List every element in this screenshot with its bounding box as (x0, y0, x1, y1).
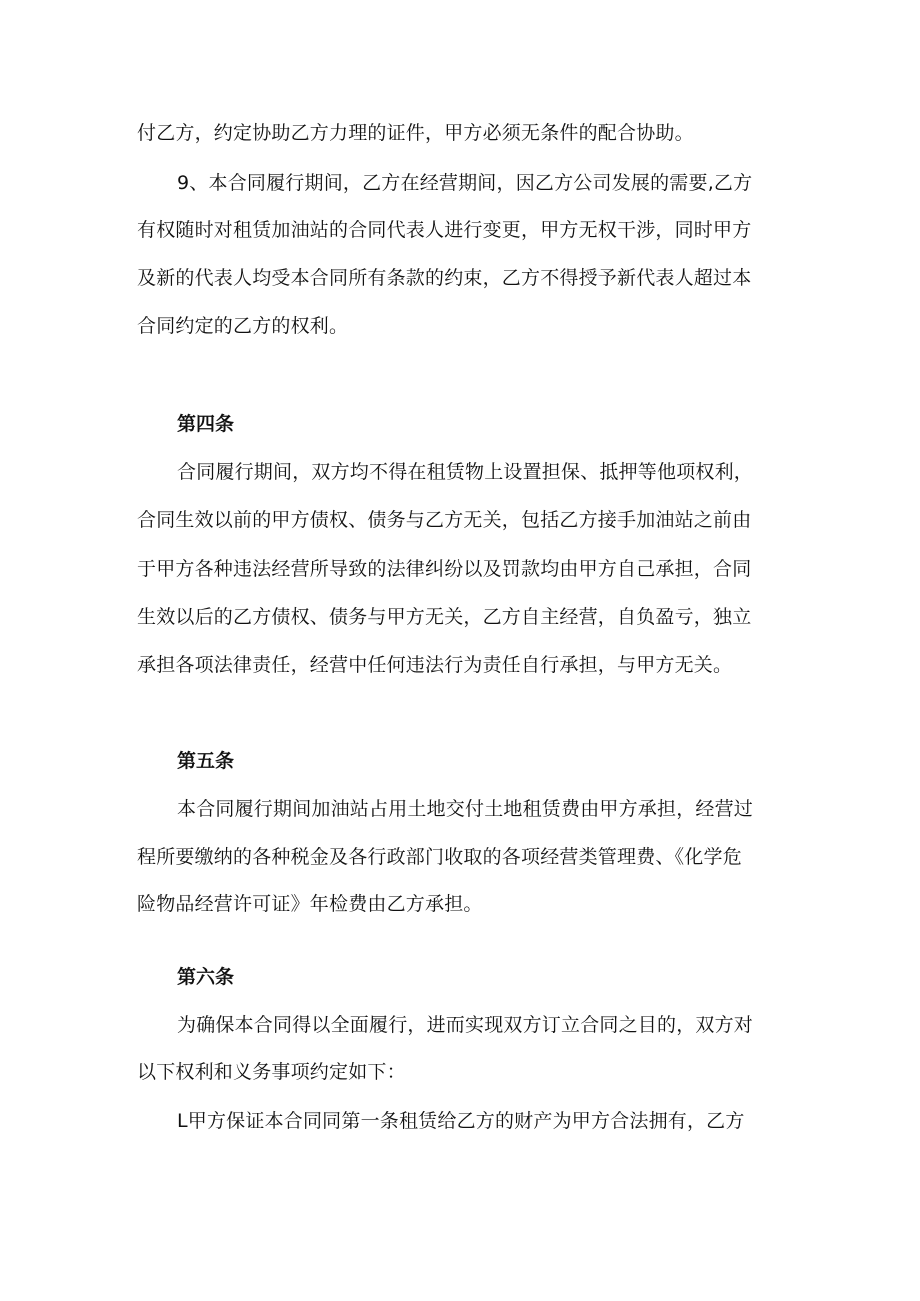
item-9-line: 9、本合同履行期间，乙方在经营期间，因乙方公司发展的需要,乙方 (177, 172, 753, 194)
item-9-line: 合同约定的乙方的权利。 (137, 315, 349, 337)
article-5-line: 险物品经营许可证》年检费由乙方承担。 (137, 893, 483, 915)
article-4-line: 合同履行期间，双方均不得在租赁物上设置担保、抵押等他项权利， (177, 461, 754, 483)
article-5-line: 本合同履行期间加油站占用土地交付土地租赁费由甲方承担，经营过 (177, 798, 754, 820)
article-4-line: 生效以后的乙方债权、债务与甲方无关，乙方自主经营，自负盈亏，独立 (137, 606, 752, 628)
article-5-line: 程所要缴纳的各种税金及各行政部门收取的各项经营类管理费、《化学危 (137, 846, 742, 868)
article-4-heading: 第四条 (177, 413, 235, 435)
article-6-line: 为确保本合同得以全面履行，进而实现双方订立合同之目的，双方对 (177, 1014, 754, 1036)
article-6-heading: 第六条 (177, 966, 235, 988)
item-9-line: 有权随时对租赁加油站的合同代表人进行变更，甲方无权干涉，同时甲方 (137, 219, 752, 241)
article-5-heading: 第五条 (177, 750, 235, 772)
article-4-line: 于甲方各种违法经营所导致的法律纠纷以及罚款均由甲方自己承担，合同 (137, 558, 752, 580)
article-4-line: 合同生效以前的甲方债权、债务与乙方无关，包括乙方接手加油站之前由 (137, 509, 752, 531)
paragraph-line: 付乙方，约定协助乙方力理的证件，甲方必须无条件的配合协助。 (137, 122, 694, 144)
article-6-line: 以下权利和义务事项约定如下： (137, 1061, 406, 1083)
item-9-line: 及新的代表人均受本合同所有条款的约束，乙方不得授予新代表人超过本 (137, 267, 752, 289)
article-4-line: 承担各项法律责任，经营中任何违法行为责任自行承担，与甲方无关。 (137, 654, 733, 676)
article-6-item-l-line: L甲方保证本合同同第一条租赁给乙方的财产为甲方合法拥有，乙方 (177, 1110, 745, 1132)
